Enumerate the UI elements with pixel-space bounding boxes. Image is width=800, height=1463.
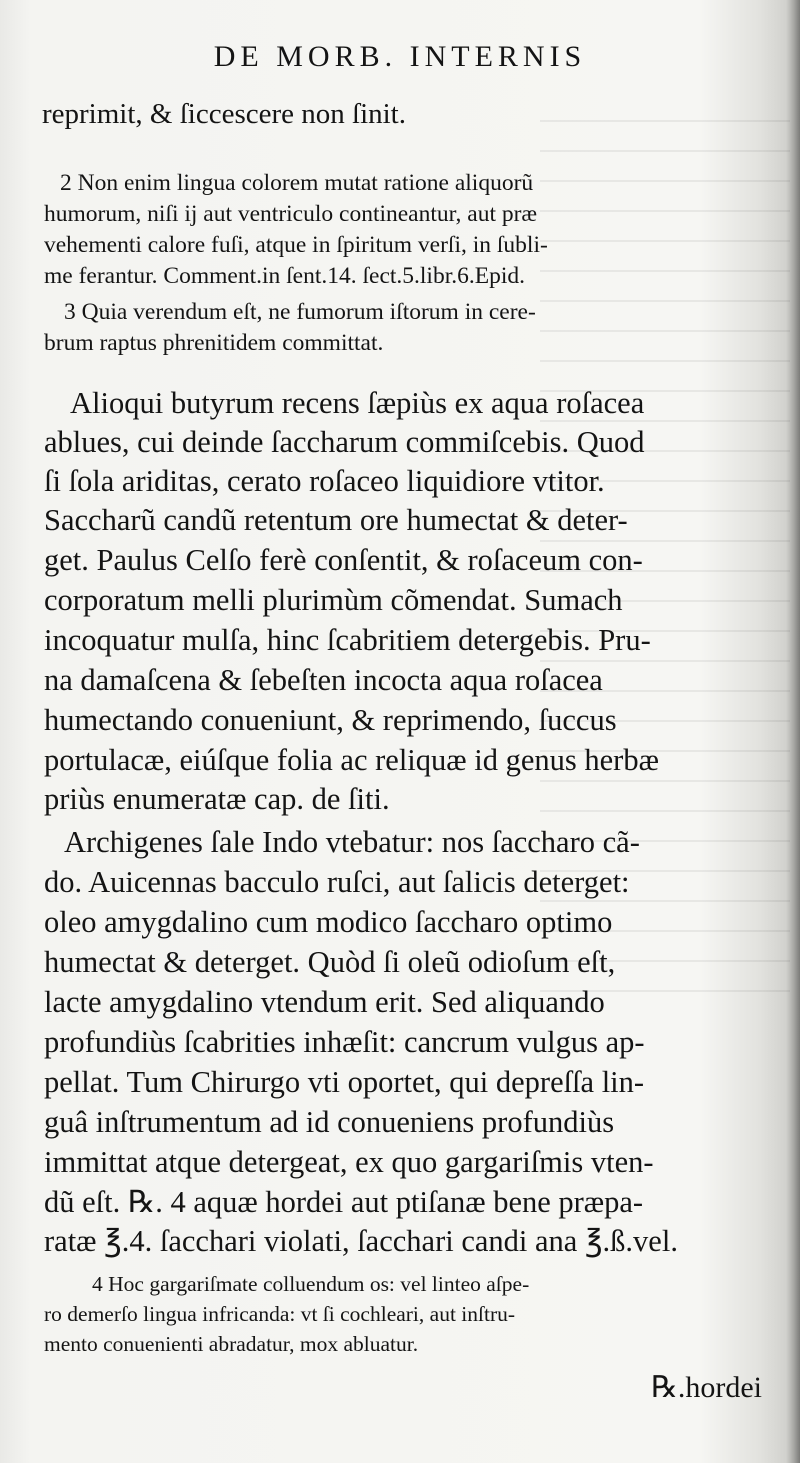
text-line: oleo amygdalino cum modico ſaccharo optimo (44, 905, 613, 939)
text-line: get. Paulus Celſo ferè conſentit, & roſaceum con- (44, 543, 643, 577)
text-line: guâ inſtrumentum ad id conueniens profundiùs (44, 1105, 615, 1139)
text-line: dũ eſt. ℞. 4 aquæ hordei aut ptiſanæ bene præpa- (44, 1185, 644, 1219)
text-line: do. Auicennas bacculo ruſci, aut ſalicis deterget: (44, 865, 630, 899)
text-line: Archigenes ſale Indo vtebatur: nos ſaccharo cã- (64, 825, 640, 859)
opening-line: reprimit, & ſiccescere non ſinit. (42, 98, 406, 130)
text-line: profundiùs ſcabrities inhæſit: cancrum vulgus ap- (44, 1025, 645, 1059)
footnote-line: brum raptus phrenitidem committat. (44, 330, 384, 356)
footnote-line: mento conuenienti abradatur, mox abluatur. (44, 1332, 419, 1356)
footnote-line: me ferantur. Comment.in ſent.14. ſect.5.libr.6.Epid. (44, 263, 526, 289)
footnote-line: humorum, niſi ij aut ventriculo contineantur, aut præ (44, 201, 538, 227)
footnote-line: vehementi calore fuſi, atque in ſpiritum verſi, in ſubli- (44, 232, 548, 258)
text-line: incoquatur mulſa, hinc ſcabritiem detergebis. Pru- (44, 623, 651, 657)
running-head: DE MORB. INTERNIS (213, 40, 587, 73)
text-line: ratæ ℥.4. ſacchari violati, ſacchari candi ana ℥.ß.vel. (44, 1224, 678, 1258)
text-line: na damaſcena & ſebeſten incocta aqua roſacea (44, 663, 603, 697)
footnote-line: ro demerſo lingua infricanda: vt ſi cochleari, aut inſtru- (44, 1302, 516, 1326)
text-line: priùs enumeratæ cap. de ſiti. (44, 782, 390, 816)
text-line: pellat. Tum Chirurgo vti oportet, qui depreſſa lin- (44, 1065, 645, 1099)
page-gutter-shadow (786, 0, 800, 1463)
text-line: ſi ſola ariditas, cerato roſaceo liquidiore vtitor. (44, 464, 605, 498)
text-line: portulacæ, eiúſque folia ac reliquæ id genus herbæ (44, 743, 659, 777)
text-line: humectando conueniunt, & reprimendo, ſuccus (44, 703, 617, 737)
footnote-line: 2 Non enim lingua colorem mutat ratione aliquorũ (60, 170, 534, 196)
text-line: Saccharũ candũ retentum ore humectat & deter- (44, 503, 628, 537)
text-line: ablues, cui deinde ſaccharum commiſcebis. Quod (44, 425, 645, 459)
text-line: humectat & deterget. Quòd ſi oleũ odioſum eſt, (44, 945, 616, 979)
text-line: immittat atque detergeat, ex quo gargariſmis vten- (44, 1145, 654, 1179)
footnote-line: 3 Quia verendum eſt, ne fumorum iſtorum in cere- (64, 299, 536, 325)
text-line: Alioqui butyrum recens ſæpiùs ex aqua roſacea (70, 386, 645, 420)
catchword: ℞.hordei (650, 1371, 762, 1404)
text-line: lacte amygdalino vtendum erit. Sed aliquando (44, 985, 605, 1019)
text-line: corporatum melli plurimùm cõmendat. Sumach (44, 583, 623, 617)
footnote-line: 4 Hoc gargariſmate colluendum os: vel linteo aſpe- (92, 1272, 530, 1296)
